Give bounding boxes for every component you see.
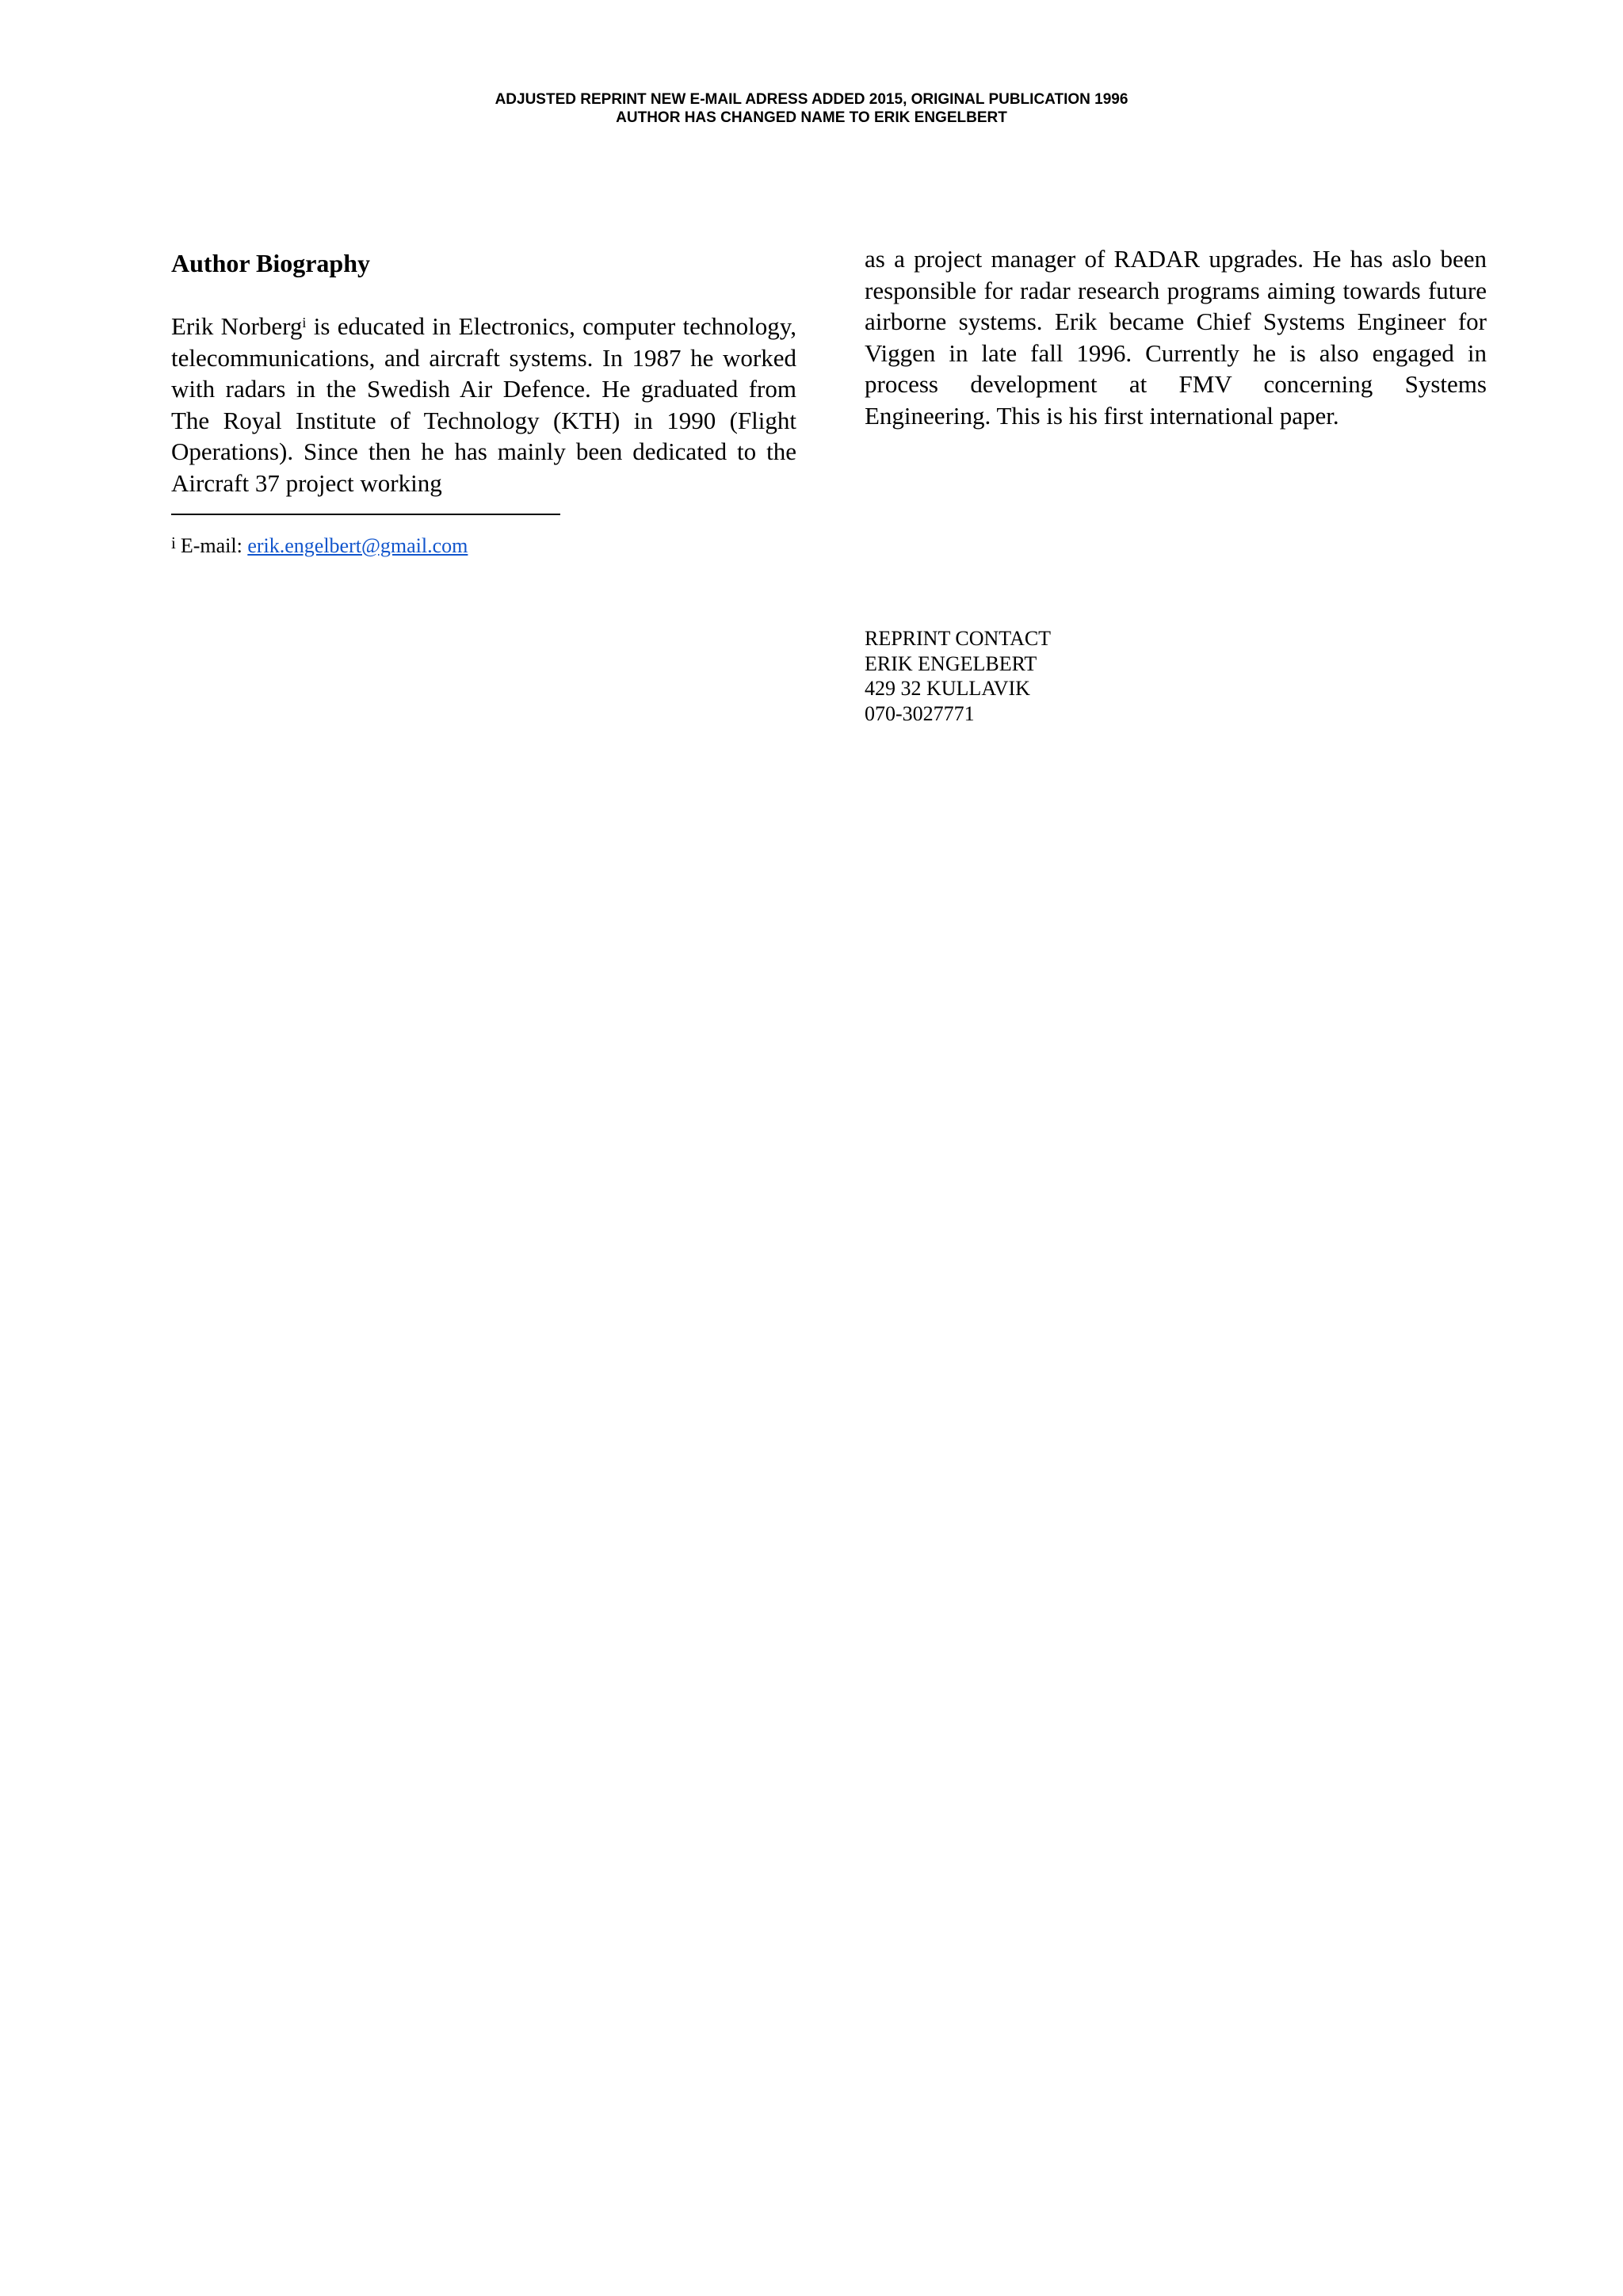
right-column bbox=[865, 243, 1487, 431]
contact-heading: REPRINT CONTACT bbox=[865, 627, 1052, 650]
contact-phone: 070-3027771 bbox=[865, 701, 975, 725]
name-change-notice: AUTHOR HAS CHANGED NAME TO ERIK ENGELBERT bbox=[616, 109, 1007, 126]
footnote-mark: i bbox=[171, 533, 176, 552]
section-heading: Author Biography bbox=[171, 249, 371, 277]
left-column bbox=[171, 247, 796, 499]
contact-name: ERIK ENGELBERT bbox=[865, 651, 1037, 675]
biography-paragraph-start bbox=[171, 311, 796, 499]
reprint-notice: ADJUSTED REPRINT NEW E-MAIL ADRESS ADDED 2015, ORIGINAL PUBLICATION 1996 bbox=[495, 91, 1128, 108]
biography-text-left: is educated in Electronics, computer technology, telecommunications, and aircraft systems. In 1987 he worked with radars in the Swedish Air Defence. He graduated from The Royal Institute of Technology (KTH) in 1990 (Flight Operations). Since then he has mainly been dedicated to the Aircraft 37 project working bbox=[171, 312, 796, 497]
footnote-separator bbox=[171, 514, 560, 515]
biography-paragraph-continued: as a project manager of RADAR upgrades. He has aslo been responsible for radar research programs aiming towards future airborne systems. Erik became Chief Systems Engineer for Viggen in late fall 1996. Currently he is also engaged in process development at FMV concerning Systems Engineering. This is his first international paper. bbox=[865, 245, 1487, 430]
email-link[interactable]: erik.engelbert@gmail.com bbox=[247, 534, 468, 557]
footnote-reference[interactable]: i bbox=[302, 315, 307, 330]
footnote bbox=[171, 533, 468, 560]
footnote-label: E-mail: bbox=[180, 534, 248, 557]
reprint-contact-block bbox=[865, 626, 1051, 726]
contact-address: 429 32 KULLAVIK bbox=[865, 677, 1030, 700]
page-header bbox=[0, 90, 1623, 127]
author-name: Erik Norberg bbox=[171, 312, 303, 340]
